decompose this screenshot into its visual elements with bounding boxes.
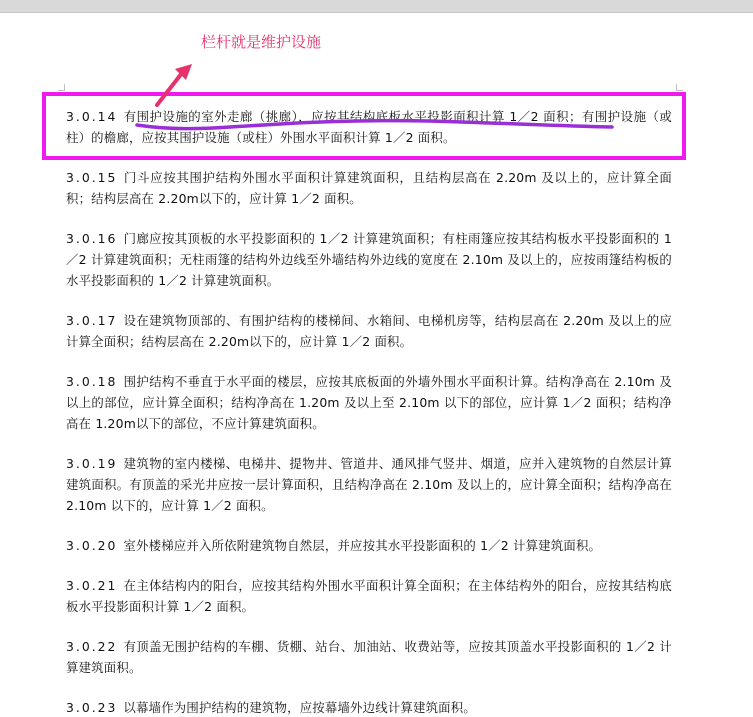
clause-number: 3.0.16 — [66, 231, 118, 246]
clause-3-0-23 — [66, 697, 672, 717]
clause-3-0-19 — [66, 453, 672, 516]
clause-3-0-17 — [66, 310, 672, 352]
clause-3-0-15 — [66, 167, 672, 209]
clause-3-0-18 — [66, 371, 672, 434]
clause-text: 门廊应按其顶板的水平投影面积的 1／2 计算建筑面积；有柱雨篷应按其结构板水平投影面积的 1／2 计算建筑面积；无柱雨篷的结构外边线至外墙结构外边线的宽度在 2.10m 及以上的，应按雨篷结构板的水平投影面积的 1／2 计算建筑面积。 — [66, 231, 672, 288]
clause-number: 3.0.17 — [66, 313, 118, 328]
clause-3-0-14 — [66, 106, 672, 148]
margin-corner-mark-left — [58, 84, 65, 91]
clause-text: 以幕墙作为围护结构的建筑物，应按幕墙外边线计算建筑面积。 — [123, 700, 476, 715]
clause-number: 3.0.15 — [66, 170, 118, 185]
clause-number: 3.0.19 — [66, 456, 118, 471]
clause-3-0-20 — [66, 535, 672, 556]
clause-text: 围护结构不垂直于水平面的楼层，应按其底板面的外墙外围水平面积计算。结构净高在 2.10m 及以上的部位，应计算全面积；结构净高在 1.20m 及以上至 2.10m 以下的部位，应计算 1／2 面积；结构净高在 1.20m以下的部位，不应计算建筑面积。 — [66, 374, 672, 431]
clause-3-0-22 — [66, 636, 672, 678]
window-top-bar — [0, 0, 753, 13]
clause-text: 设在建筑物顶部的、有围护结构的楼梯间、水箱间、电梯机房等，结构层高在 2.20m 及以上的应计算全面积；结构层高在 2.20m以下的，应计算 1／2 面积。 — [66, 313, 672, 349]
clause-number: 3.0.23 — [66, 700, 118, 715]
annotation-note: 栏杆就是维护设施 — [201, 33, 322, 51]
clause-number: 3.0.21 — [66, 578, 118, 593]
clause-list — [66, 106, 672, 717]
clause-3-0-21 — [66, 575, 672, 617]
clause-number: 3.0.14 — [66, 109, 118, 124]
clause-text: 在主体结构内的阳台，应按其结构外围水平面积计算全面积；在主体结构外的阳台，应按其结构底板水平投影面积计算 1／2 面积。 — [66, 578, 672, 614]
clause-text: 建筑物的室内楼梯、电梯井、提物井、管道井、通风排气竖井、烟道，应并入建筑物的自然层计算建筑面积。有顶盖的采光井应按一层计算面积，且结构净高在 2.10m 及以上的，应计算全面积；结构净高在 2.10m 以下的，应计算 1／2 面积。 — [66, 456, 672, 513]
clause-number: 3.0.18 — [66, 374, 118, 389]
margin-corner-mark-right — [676, 84, 683, 91]
clause-text: 室外楼梯应并入所依附建筑物自然层，并应按其水平投影面积的 1／2 计算建筑面积。 — [123, 538, 602, 553]
clause-3-0-16 — [66, 228, 672, 291]
clause-number: 3.0.22 — [66, 639, 118, 654]
clause-text: 门斗应按其围护结构外围水平面积计算建筑面积，且结构层高在 2.20m 及以上的，应计算全面积；结构层高在 2.20m以下的，应计算 1／2 面积。 — [66, 170, 672, 206]
clause-number: 3.0.20 — [66, 538, 118, 553]
clause-text: 有围护设施的室外走廊（挑廊），应按其结构底板水平投影面积计算 1／2 面积；有围护设施（或柱）的檐廊，应按其围护设施（或柱）外围水平面积计算 1／2 面积。 — [66, 109, 672, 145]
clause-text: 有顶盖无围护结构的车棚、货棚、站台、加油站、收费站等，应按其顶盖水平投影面积的 1／2 计算建筑面积。 — [66, 639, 672, 675]
